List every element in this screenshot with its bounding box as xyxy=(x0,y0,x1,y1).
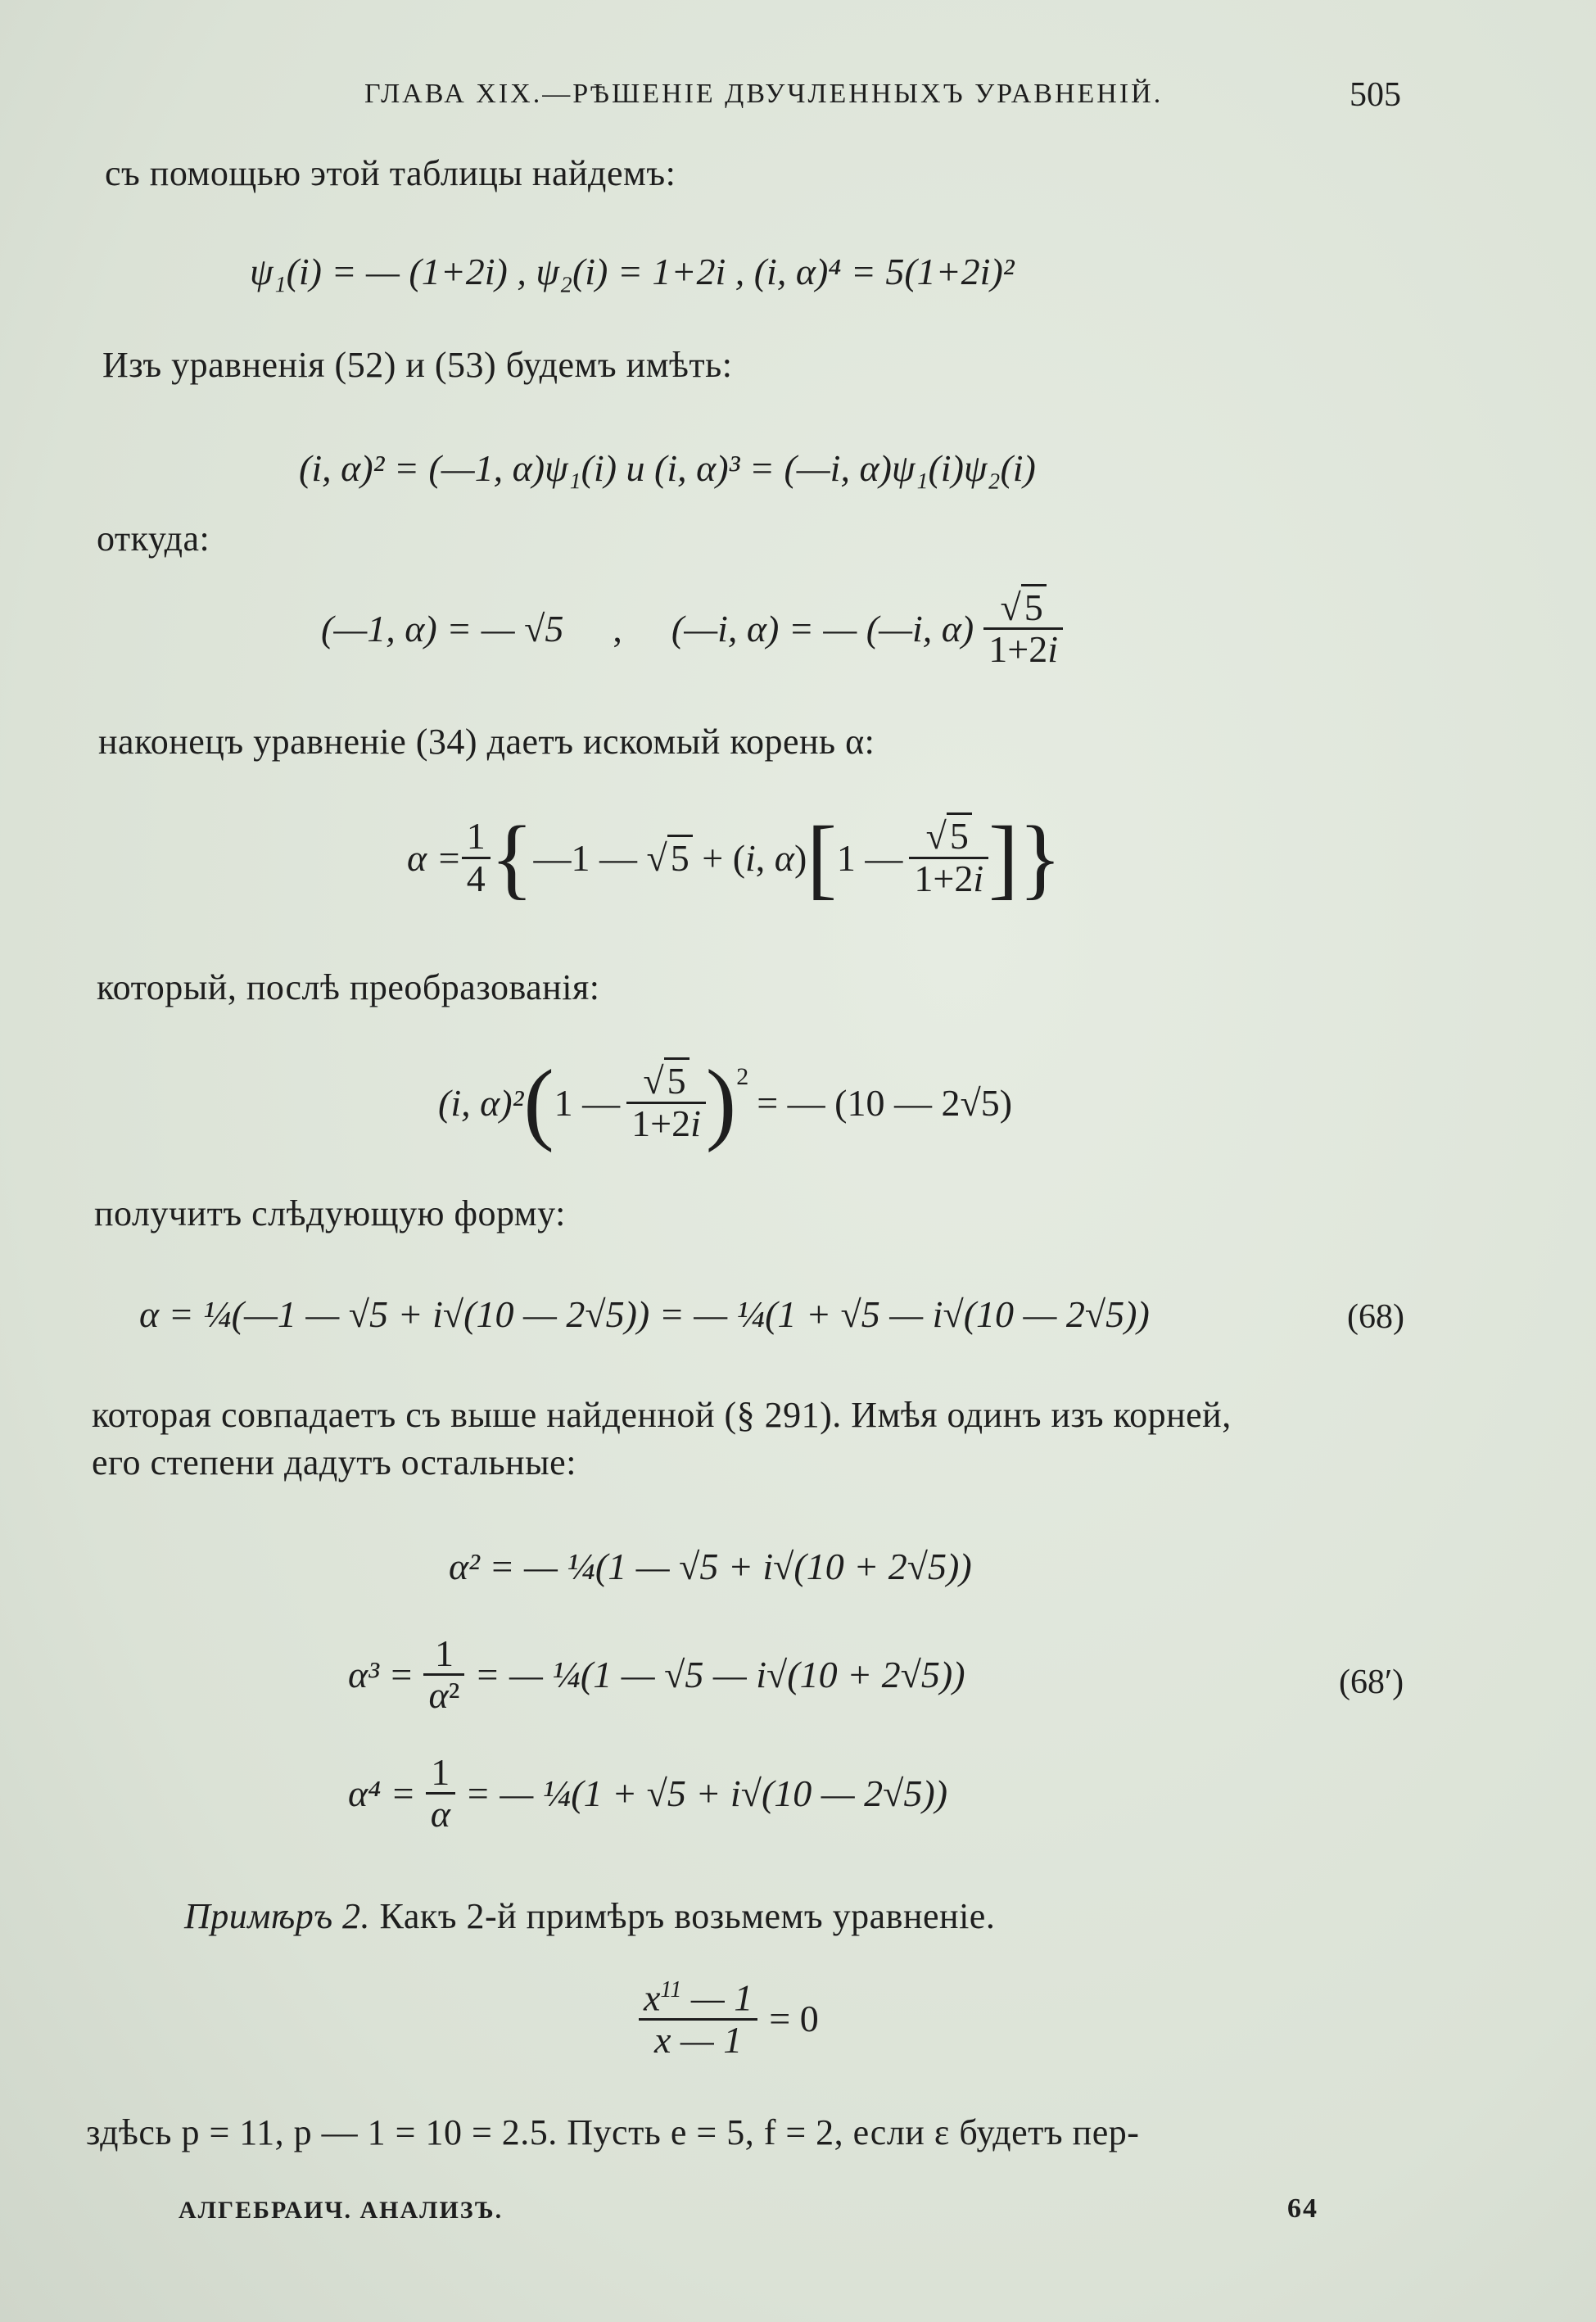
equation-alpha-4-rhs: = — ¼(1 + √5 + i√(10 — 2√5)) xyxy=(464,1772,948,1815)
paragraph-4: наконецъ уравненіе (34) даетъ искомый корень α: xyxy=(98,722,875,762)
equation-5-right: = — (10 — 2√5) xyxy=(757,1081,1013,1124)
equation-psi: ψ₁(i) = — (1+2i) , ψ₂(i) = 1+2i , (i, α)⁴ = 5(1+2i)² xyxy=(250,251,1015,292)
equation-3-fraction: $\frac{√5}{1+2i}$ xyxy=(983,588,1063,670)
paragraph-3: откуда: xyxy=(97,518,210,559)
paragraph-1: съ помощью этой таблицы найдемъ: xyxy=(105,153,676,193)
equation-3-right: (—i, α) = — (—i, α) xyxy=(671,608,974,650)
footer-signature: АЛГЕБРАИЧ. АНАЛИЗЪ. xyxy=(179,2197,504,2224)
example-label: Примѣръ 2. xyxy=(184,1896,371,1936)
equation-alpha: α = $\frac{1}{4}$ { —1 — √5 + (i, α) [ 1 — $\frac{√5}{1+2i}$ ] } xyxy=(407,808,1062,908)
paragraph-2: Изъ уравненія (52) и (53) будемъ имѣть: xyxy=(102,345,733,385)
equation-alpha-lhs: α = xyxy=(407,836,462,879)
equation-example-2: $\frac{x^{11} — 1}{x — 1}$ = 0 xyxy=(639,1978,819,2060)
equation-tag-68: (68) xyxy=(1347,1298,1404,1336)
equation-example-2-rhs: = 0 xyxy=(769,1998,819,2040)
quarter-fraction: $\frac{1}{4}$ xyxy=(462,817,491,898)
equation-5-left: (i, α)² xyxy=(438,1081,524,1124)
equation-alpha-4: α⁴ = $\frac{1}{\alpha}$ = — ¼(1 + √5 + i√(10 — 2√5)) xyxy=(348,1751,948,1835)
example-text: Какъ 2-й примѣръ возьмемъ уравненіе. xyxy=(370,1896,996,1936)
equation-tag-68-prime: (68′) xyxy=(1339,1663,1404,1701)
equation-alpha-3-rhs: = — ¼(1 — √5 — i√(10 + 2√5)) xyxy=(474,1654,965,1696)
running-title: ГЛАВА XIX.—РѢШЕНІЕ ДВУЧЛЕННЫХЪ УРАВНЕНІЙ. xyxy=(364,79,1164,109)
paragraph-5: который, послѣ преобразованія: xyxy=(97,967,600,1007)
page-number: 505 xyxy=(1350,76,1401,114)
equation-3-left: (—1, α) = — √5 xyxy=(321,608,564,650)
paragraph-8 xyxy=(184,1895,995,1937)
equation-alpha-3: α³ = $\frac{1}{\text{α²}}$ = — ¼(1 — √5 — i√(10 + 2√5)) xyxy=(348,1632,965,1717)
paragraph-7b: его степени дадутъ остальные: xyxy=(92,1442,576,1482)
equation-3: (—1, α) = — √5 , (—i, α) = — (—i, α) $\frac{√5}{1+2i}$ xyxy=(321,588,1063,670)
equation-alpha-2: α² = — ¼(1 — √5 + i√(10 + 2√5)) xyxy=(449,1546,972,1587)
equation-transformed: (i, α)² ( 1 — $\frac{√5}{1+2i}$ ) 2 = — (10 — 2√5) xyxy=(438,1052,1013,1153)
footer-sheet-number: 64 xyxy=(1287,2193,1318,2224)
equation-68: α = ¼(—1 — √5 + i√(10 — 2√5)) = — ¼(1 + √5 — i√(10 — 2√5)) xyxy=(139,1293,1150,1335)
paragraph-7a: которая совпадаетъ съ выше найденной (§ 291). Имѣя одинъ изъ корней, xyxy=(92,1395,1232,1435)
paragraph-6: получитъ слѣдующую форму: xyxy=(94,1193,566,1233)
equation-ia-powers: (i, α)² = (—1, α)ψ₁(i) и (i, α)³ = (—i, α)ψ₁(i)ψ₂(i) xyxy=(299,447,1036,489)
paragraph-9: здѣсь p = 11, p — 1 = 10 = 2.5. Пусть e = 5, f = 2, если ε будетъ пер- xyxy=(86,2112,1140,2152)
